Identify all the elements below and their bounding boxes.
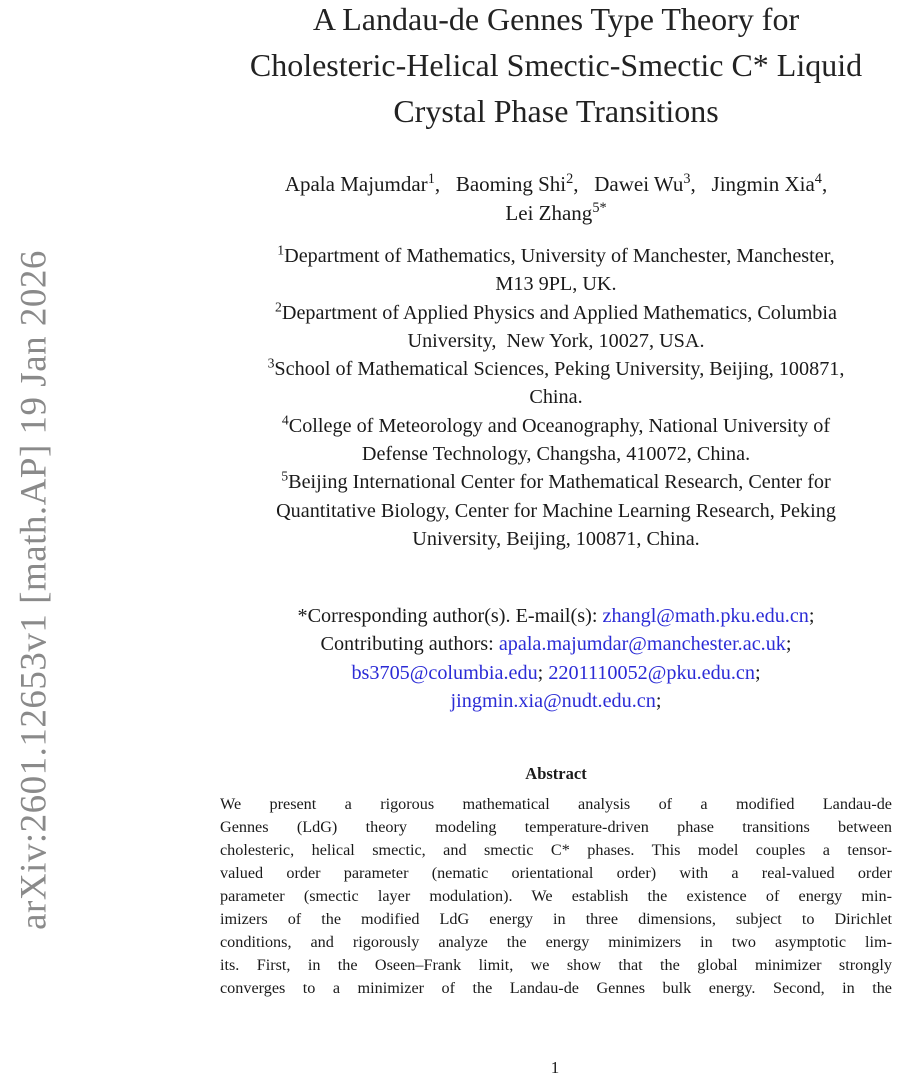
title-line: A Landau-de Gennes Type Theory for xyxy=(312,1,800,37)
author-name: Lei Zhang xyxy=(505,201,593,225)
affiliation-mark: 3 xyxy=(267,355,275,371)
affiliation-line: University, New York, 10027, USA. xyxy=(407,329,705,352)
punctuation: ; xyxy=(537,661,549,684)
author-list xyxy=(200,170,908,228)
abstract-heading: Abstract xyxy=(525,764,587,783)
title-line: Cholesteric-Helical Smectic-Smectic C* Liquid xyxy=(249,47,863,83)
affiliation-mark: 5 xyxy=(281,468,289,484)
punctuation: ; xyxy=(808,605,815,627)
affiliation-text: Department of Applied Physics and Applied Mathematics, Columbia xyxy=(281,301,837,324)
abstract-line: valued order parameter (nematic orientational order) with a real-valued order xyxy=(220,864,892,882)
email-link[interactable]: apala.majumdar@manchester.ac.uk xyxy=(498,633,786,656)
correspondence-block xyxy=(205,602,907,715)
author xyxy=(712,172,828,196)
affiliation-text: College of Meteorology and Oceanography, National University of xyxy=(288,414,831,437)
affiliations xyxy=(205,242,907,553)
correspondence-label: *Corresponding author(s). E-mail(s): xyxy=(297,605,603,627)
affiliation-line: M13 9PL, UK. xyxy=(495,273,617,296)
correspondence-line xyxy=(205,602,907,630)
abstract-line: conditions, and rigorously analyze the energy minimizers in two asymptotic lim- xyxy=(220,933,892,951)
abstract-body xyxy=(220,793,892,1000)
author-name: Baoming Shi xyxy=(455,172,567,196)
author-mark: 2 xyxy=(566,171,574,188)
author-name: Jingmin Xia xyxy=(711,172,815,196)
correspondence-line xyxy=(205,659,907,687)
affiliation-text: School of Mathematical Sciences, Peking University, Beijing, 100871, xyxy=(274,358,845,381)
affiliation-line: Quantitative Biology, Center for Machine Learning Research, Peking xyxy=(276,499,836,522)
affiliation-text: Beijing International Center for Mathematical Research, Center for xyxy=(288,471,831,494)
author-separator: , xyxy=(690,172,707,196)
affiliation-line: China. xyxy=(529,386,583,409)
abstract-line: parameter (smectic layer modulation). We establish the existence of energy min- xyxy=(220,887,892,905)
email-link[interactable]: jingmin.xia@nudt.edu.cn xyxy=(450,689,656,712)
corresponding-email-link[interactable]: zhangl@math.pku.edu.cn xyxy=(602,605,809,627)
affiliation-line xyxy=(205,242,907,270)
affiliation-line xyxy=(205,355,907,383)
author-name: Apala Majumdar xyxy=(284,172,428,196)
author xyxy=(456,172,589,196)
abstract-line: its. First, in the Oseen–Frank limit, we show that the global minimizer strongly xyxy=(220,956,892,974)
author-separator: , xyxy=(434,172,451,196)
author xyxy=(285,172,451,196)
affiliation-line: University, Beijing, 100871, China. xyxy=(412,527,700,550)
affiliation-mark: 4 xyxy=(281,412,289,428)
correspondence-line xyxy=(205,687,907,715)
affiliation-line xyxy=(205,468,907,496)
author-mark: 3 xyxy=(683,171,691,188)
author xyxy=(594,172,706,196)
author-name: Dawei Wu xyxy=(594,172,684,196)
author-mark: 1 xyxy=(427,171,435,188)
punctuation: ; xyxy=(785,633,792,656)
affiliation-line xyxy=(205,299,907,327)
author-mark: 5* xyxy=(592,200,607,217)
affiliation-text: Department of Mathematics, University of Manchester, Manchester, xyxy=(284,245,835,267)
punctuation: ; xyxy=(655,689,662,712)
affiliation-mark: 2 xyxy=(275,299,282,315)
arxiv-identifier: arXiv:2601.12653v1 [math.AP] 19 Jan 2026 xyxy=(13,250,55,930)
title-line: Crystal Phase Transitions xyxy=(393,93,719,129)
contributing-label: Contributing authors: xyxy=(320,633,499,656)
abstract-line: imizers of the modified LdG energy in three dimensions, subject to Dirichlet xyxy=(220,910,892,928)
affiliation-line xyxy=(205,412,907,440)
page-number: 1 xyxy=(550,1058,560,1077)
correspondence-line xyxy=(205,630,907,658)
punctuation: ; xyxy=(754,661,761,684)
abstract-line: Gennes (LdG) theory modeling temperature-driven phase transitions between xyxy=(220,818,892,836)
email-link[interactable]: bs3705@columbia.edu xyxy=(351,661,538,684)
abstract-line: converges to a minimizer of the Landau-de Gennes bulk energy. Second, in the xyxy=(220,979,892,997)
affiliation-mark: 1 xyxy=(277,242,285,258)
affiliation-line: Defense Technology, Changsha, 410072, China. xyxy=(361,443,751,466)
paper-title xyxy=(200,0,908,134)
author xyxy=(505,201,606,225)
email-link[interactable]: 2201110052@pku.edu.cn xyxy=(548,661,755,684)
abstract-line: We present a rigorous mathematical analysis of a modified Landau-de xyxy=(220,795,892,813)
author-separator: , xyxy=(821,172,828,196)
author-mark: 4 xyxy=(814,171,822,188)
author-separator: , xyxy=(573,172,589,196)
abstract-line: cholesteric, helical smectic, and smectic C* phases. This model couples a tensor- xyxy=(220,841,892,859)
